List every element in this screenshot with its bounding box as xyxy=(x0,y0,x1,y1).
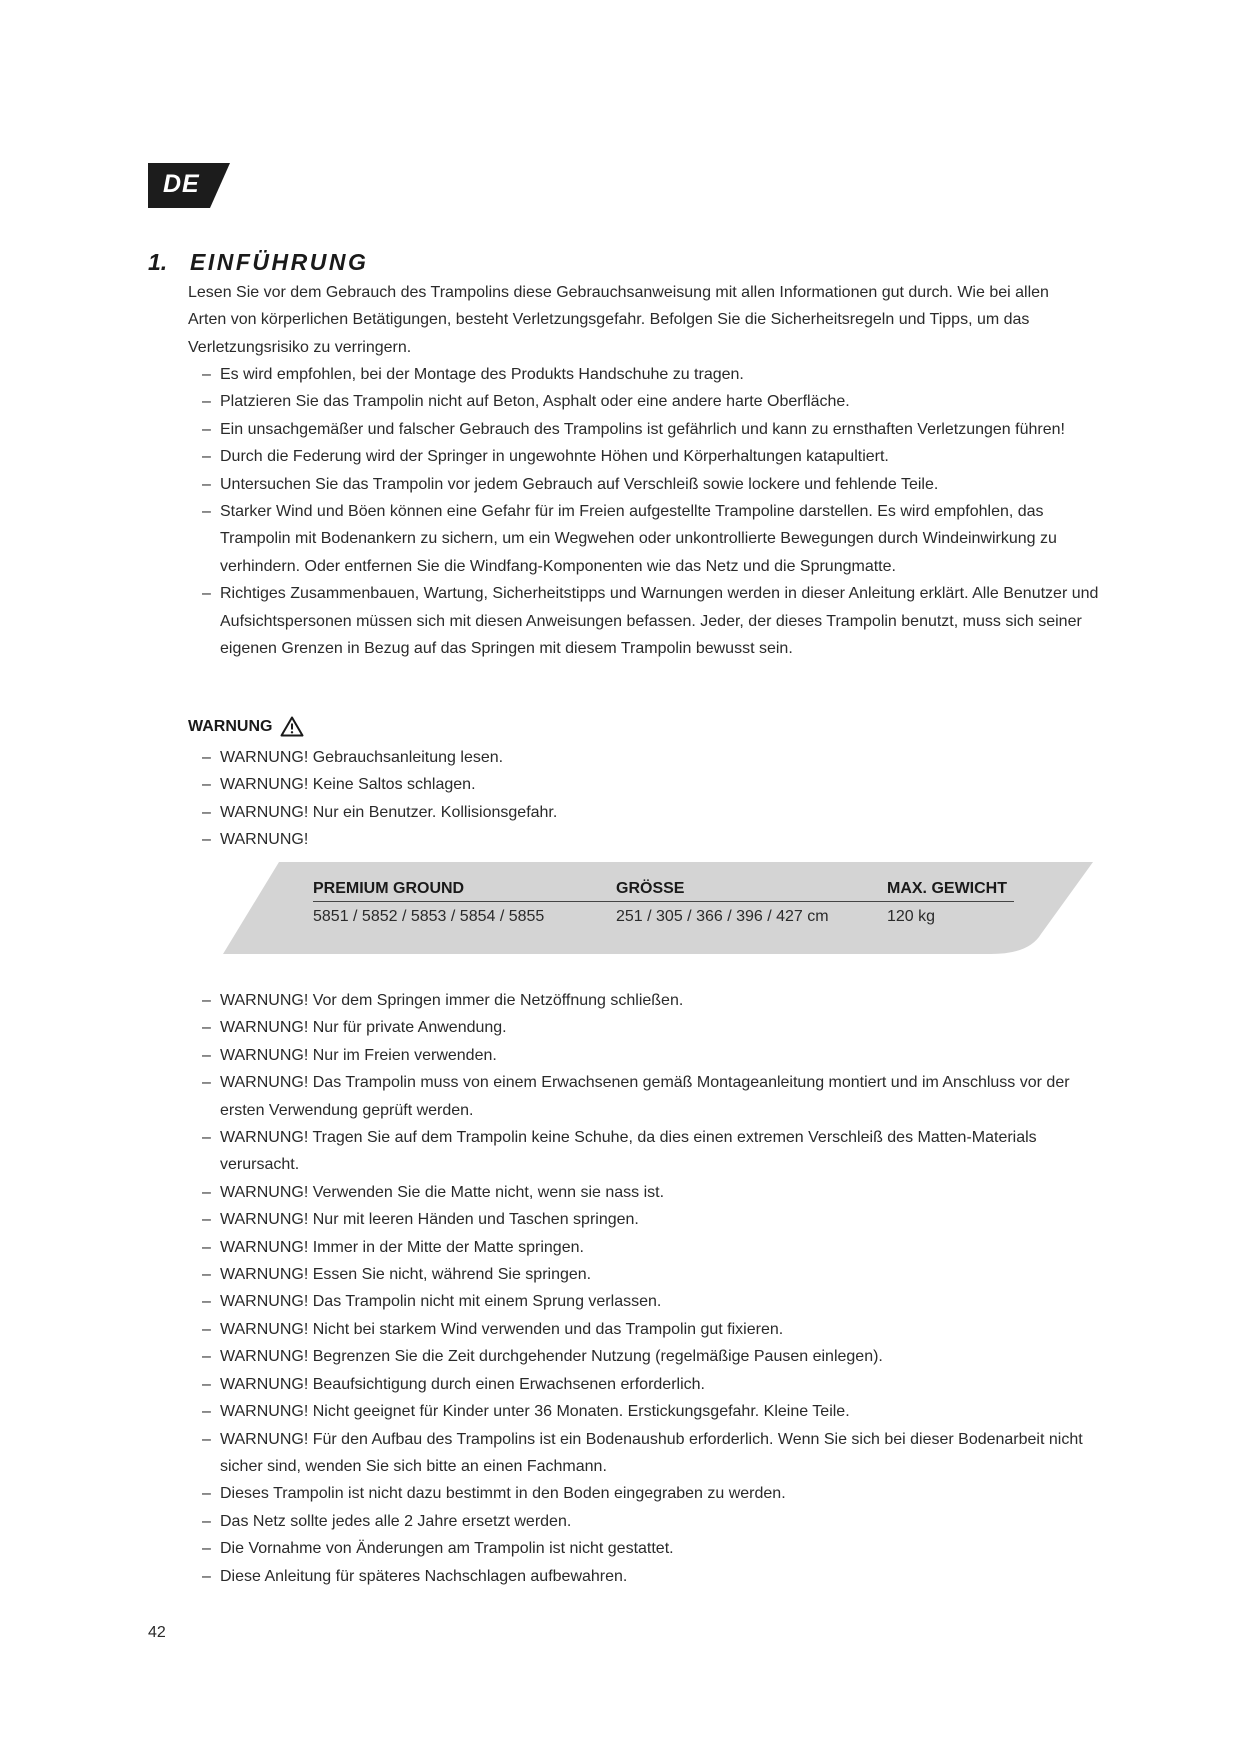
warning-list-top xyxy=(188,744,1118,854)
safety-bullet: – Starker Wind und Böen können eine Gefahr für im Freien aufgestellte Trampoline darstellen. Es wird empfohlen, das Trampolin mit Bodenankern zu sichern, um ein Wegwehen oder unkontrollierte Bewegungen durch Windeinwirkung zu verhindern. Oder entfernen Sie die Windfang-Komponenten wie das Netz und die Sprungmatte. xyxy=(188,498,1118,580)
warning-heading xyxy=(188,716,304,737)
safety-bullet-list xyxy=(188,361,1118,662)
warning-bullet: – WARNUNG! Das Trampolin nicht mit einem Sprung verlassen. xyxy=(188,1288,1118,1315)
safety-bullet: – Platzieren Sie das Trampolin nicht auf Beton, Asphalt oder eine andere harte Oberfläche. xyxy=(188,388,1118,415)
warning-triangle-icon xyxy=(280,716,304,737)
warning-bullet: – WARNUNG! xyxy=(188,826,1118,853)
warning-heading-text: WARNUNG xyxy=(188,717,273,735)
warning-bullet: – WARNUNG! Gebrauchsanleitung lesen. xyxy=(188,744,1118,771)
section-title xyxy=(148,249,368,276)
spec-table xyxy=(313,878,1014,926)
safety-bullet: – Es wird empfohlen, bei der Montage des Produkts Handschuhe zu tragen. xyxy=(188,361,1118,388)
warning-bullet: – WARNUNG! Nicht bei starkem Wind verwenden und das Trampolin gut fixieren. xyxy=(188,1316,1118,1343)
note-bullet: – Die Vornahme von Änderungen am Trampolin ist nicht gestattet. xyxy=(188,1535,1118,1562)
intro-paragraph xyxy=(188,279,1118,361)
spec-header-size: GRÖSSE xyxy=(616,878,887,902)
warning-bullet: – WARNUNG! Das Trampolin muss von einem Erwachsenen gemäß Montageanleitung montiert und im Anschluss vor der ersten Verwendung geprüft werden. xyxy=(188,1069,1118,1124)
note-bullet: – Diese Anleitung für späteres Nachschlagen aufbewahren. xyxy=(188,1563,1118,1590)
warning-bullet: – WARNUNG! Vor dem Springen immer die Netzöffnung schließen. xyxy=(188,987,1118,1014)
intro-line: Lesen Sie vor dem Gebrauch des Trampolins diese Gebrauchsanweisung mit allen Informationen gut durch. Wie bei allen xyxy=(188,284,1049,301)
warning-bullet: – WARNUNG! Nicht geeignet für Kinder unter 36 Monaten. Erstickungsgefahr. Kleine Teile. xyxy=(188,1398,1118,1425)
note-bullet: – Dieses Trampolin ist nicht dazu bestimmt in den Boden eingegraben zu werden. xyxy=(188,1480,1118,1507)
spec-cell-max-weight: 120 kg xyxy=(887,908,936,925)
warning-bullet: – WARNUNG! Nur ein Benutzer. Kollisionsgefahr. xyxy=(188,799,1118,826)
intro-line: Arten von körperlichen Betätigungen, besteht Verletzungsgefahr. Befolgen Sie die Sicherheitsregeln und Tipps, um das xyxy=(188,311,1030,329)
safety-bullet: – Richtiges Zusammenbauen, Wartung, Sicherheitstipps und Warnungen werden in dieser Anleitung erklärt. Alle Benutzer und Aufsichtspersonen müssen sich mit diesen Anweisungen befassen. Jeder, der dieses Trampolin benutzt, muss sich seiner eigenen Grenzen in Bezug auf das Springen mit diesem Trampolin bewusst sein. xyxy=(188,580,1118,662)
warning-bullet: – WARNUNG! Nur mit leeren Händen und Taschen springen. xyxy=(188,1206,1118,1233)
language-badge-label: DE xyxy=(163,170,200,198)
language-badge xyxy=(148,163,230,208)
warning-bullet: – WARNUNG! Nur für private Anwendung. xyxy=(188,1014,1118,1041)
warning-bullet: – WARNUNG! Beaufsichtigung durch einen Erwachsenen erforderlich. xyxy=(188,1371,1118,1398)
spec-cell-size: 251 / 305 / 366 / 396 / 427 cm xyxy=(616,908,829,925)
warning-list-bottom xyxy=(188,987,1118,1590)
spec-table-row xyxy=(313,902,1014,927)
intro-line: Verletzungsrisiko zu verringern. xyxy=(188,338,412,356)
warning-bullet: – WARNUNG! Verwenden Sie die Matte nicht, wenn sie nass ist. xyxy=(188,1179,1118,1206)
spec-header-max-weight: MAX. GEWICHT xyxy=(887,878,1014,902)
warning-bullet: – WARNUNG! Für den Aufbau des Trampolins ist ein Bodenaushub erforderlich. Wenn Sie sich bei dieser Bodenarbeit nicht sicher sind, wenden Sie sich bitte an einen Fachmann. xyxy=(188,1426,1118,1481)
warning-bullet: – WARNUNG! Begrenzen Sie die Zeit durchgehender Nutzung (regelmäßige Pausen einlegen). xyxy=(188,1343,1118,1370)
safety-bullet: – Durch die Federung wird der Springer in ungewohnte Höhen und Körperhaltungen katapultiert. xyxy=(188,443,1118,470)
warning-bullet: – WARNUNG! Keine Saltos schlagen. xyxy=(188,771,1118,798)
section-number: 1. xyxy=(148,249,168,275)
warning-bullet: – WARNUNG! Tragen Sie auf dem Trampolin keine Schuhe, da dies einen extremen Verschleiß des Matten-Materials verursacht. xyxy=(188,1124,1118,1179)
warning-bullet: – WARNUNG! Nur im Freien verwenden. xyxy=(188,1042,1118,1069)
warning-bullet: – WARNUNG! Essen Sie nicht, während Sie springen. xyxy=(188,1261,1118,1288)
warning-bullet: – WARNUNG! Immer in der Mitte der Matte springen. xyxy=(188,1234,1118,1261)
spec-table-header-row xyxy=(313,878,1014,902)
spec-cell-model: 5851 / 5852 / 5853 / 5854 / 5855 xyxy=(313,908,545,925)
page-number: 42 xyxy=(148,1624,166,1641)
note-bullet: – Das Netz sollte jedes alle 2 Jahre ersetzt werden. xyxy=(188,1508,1118,1535)
section-title-text: EINFÜHRUNG xyxy=(190,249,369,275)
safety-bullet: – Untersuchen Sie das Trampolin vor jedem Gebrauch auf Verschleiß sowie lockere und fehlende Teile. xyxy=(188,471,1118,498)
safety-bullet: – Ein unsachgemäßer und falscher Gebrauch des Trampolins ist gefährlich und kann zu ernsthaften Verletzungen führen! xyxy=(188,416,1118,443)
spec-header-model: PREMIUM GROUND xyxy=(313,878,616,902)
